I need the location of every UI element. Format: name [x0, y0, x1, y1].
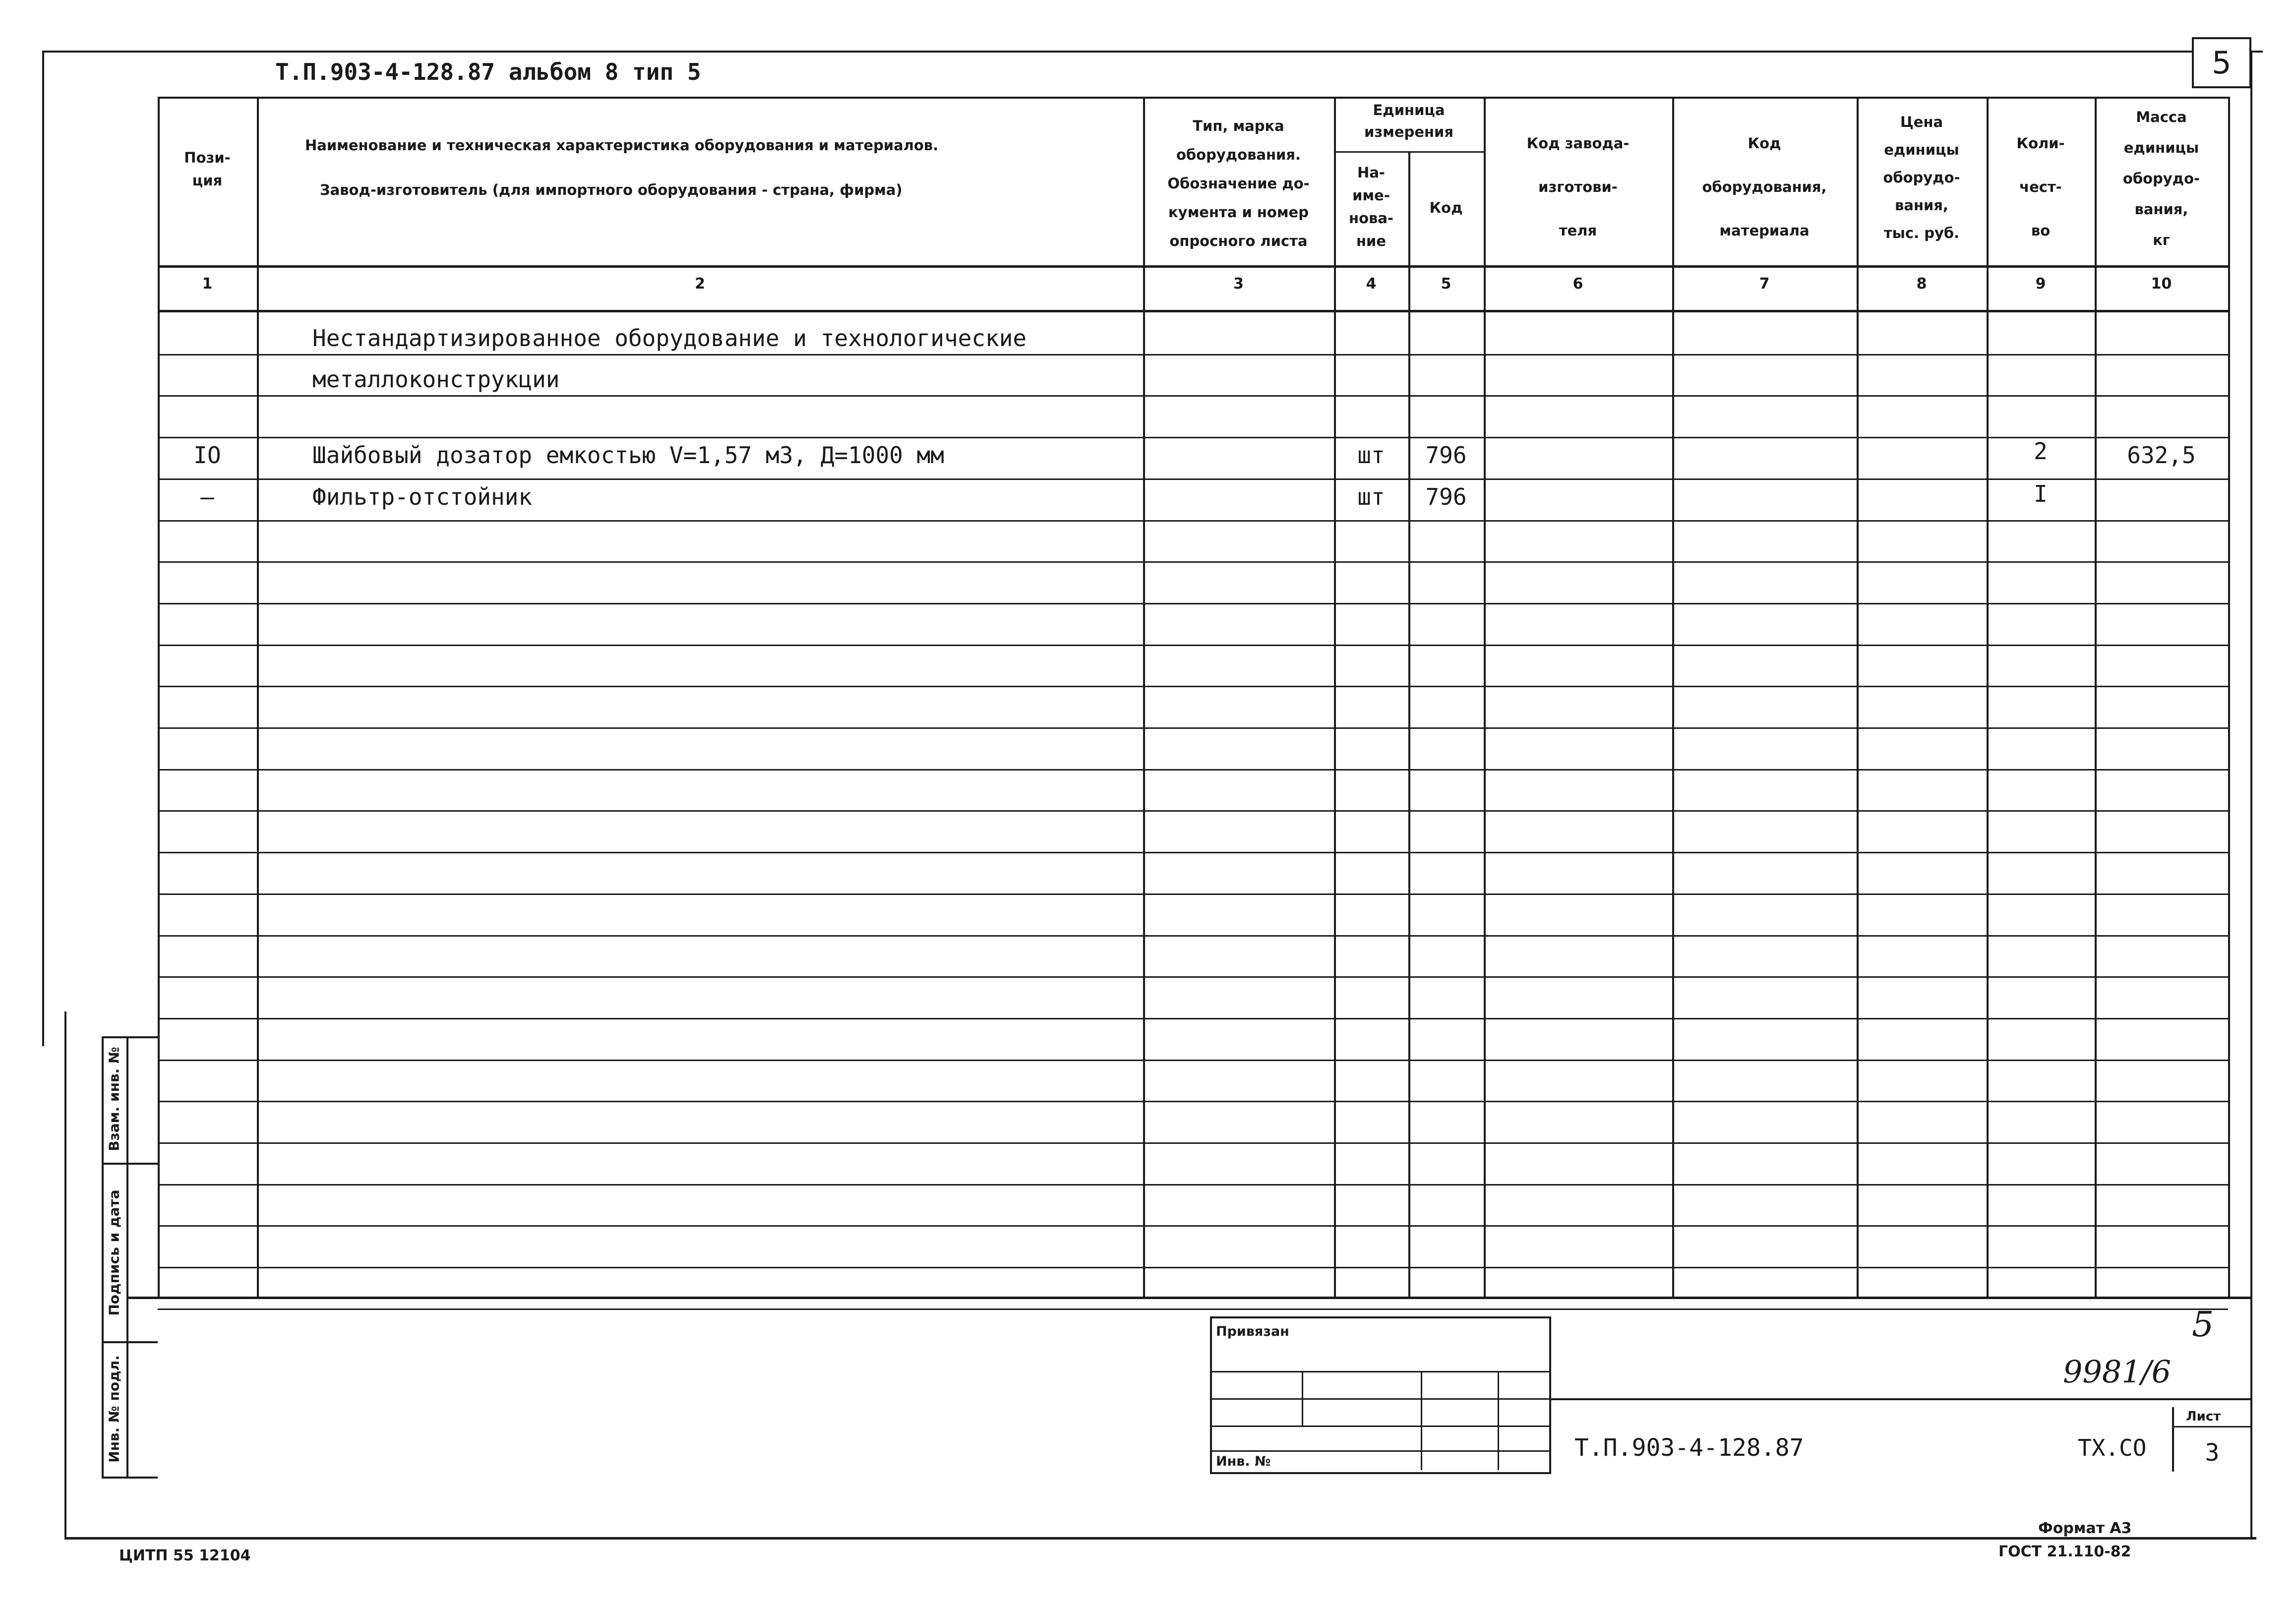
- row-line-1: [158, 354, 2228, 356]
- col-number-7: 7: [1759, 275, 1770, 293]
- side-stamp-outer: [102, 1036, 104, 1478]
- col-header-mass: Масса единицы оборудо- вания, кг: [2122, 109, 2200, 248]
- colnum-bottom-line: [158, 310, 2228, 312]
- row-line-20: [158, 1142, 2228, 1144]
- frame-top: [42, 51, 2263, 53]
- header-title: Т.П.903-4-128.87 альбом 8 тип 5: [275, 59, 701, 85]
- row-line-2: [158, 395, 2228, 397]
- frame-right: [2250, 51, 2252, 1538]
- row-4-quantity: 2: [2034, 438, 2048, 465]
- row-5-unit-code: 796: [1425, 483, 1467, 510]
- col-number-5: 5: [1441, 275, 1451, 293]
- row-4-unit-code: 796: [1425, 442, 1467, 469]
- col-number-2: 2: [695, 275, 705, 293]
- footer-gost: ГОСТ 21.110-82: [1998, 1543, 2131, 1560]
- side-stamp-inv-orig: Инв. № подл.: [106, 1355, 122, 1463]
- row-5-position: –: [200, 483, 214, 510]
- table-bottom-line: [126, 1297, 2250, 1299]
- frame-bottom: [64, 1537, 2256, 1540]
- col-header-type: Тип, марка оборудования. Обозначение до- кумента и номер опросного листа: [1167, 118, 1310, 249]
- doc-code: Т.П.903-4-128.87: [1574, 1434, 1804, 1462]
- row-4-name: Шайбовый дозатор емкостью V=1,57 м3, Д=1000 мм: [312, 442, 944, 469]
- row-5-unit: шт: [1357, 483, 1385, 510]
- row-line-22: [158, 1225, 2228, 1227]
- row-line-19: [158, 1101, 2228, 1102]
- row-line-8: [158, 645, 2228, 646]
- row-4-mass: 632,5: [2127, 442, 2196, 469]
- row-line-24: [158, 1308, 2228, 1310]
- row-4-position: IO: [193, 442, 221, 469]
- inv-number-label: Инв. №: [1216, 1454, 1271, 1469]
- binding-label: Привязан: [1216, 1324, 1289, 1339]
- title-bar-line: [1549, 1398, 2250, 1400]
- side-stamp-replaced: Взам. инв. №: [106, 1047, 122, 1151]
- col-header-maker-code: Код завода- изготови- теля: [1526, 135, 1630, 239]
- frame-left-lower: [64, 1011, 66, 1537]
- page-number-box: [2192, 37, 2251, 88]
- col-header-position: Пози- ция: [184, 149, 231, 189]
- row-4-unit: шт: [1357, 442, 1385, 469]
- row-line-17: [158, 1018, 2228, 1019]
- col-header-unit-name: На- име- нова- ние: [1349, 164, 1393, 249]
- row-line-3: [158, 437, 2228, 438]
- row-5-name: Фильтр-отстойник: [312, 483, 533, 510]
- frame-left: [42, 51, 44, 1046]
- handwritten-page: 5: [2192, 1304, 2214, 1345]
- col-number-1: 1: [202, 275, 213, 293]
- row-line-12: [158, 810, 2228, 812]
- col-number-9: 9: [2035, 275, 2046, 293]
- col-header-equipment-code: Код оборудования, материала: [1702, 135, 1827, 239]
- row-line-7: [158, 603, 2228, 604]
- col-number-8: 8: [1916, 275, 1927, 293]
- row-line-9: [158, 686, 2228, 687]
- col-header-unit-group: Единица измерения: [1364, 102, 1453, 140]
- side-stamp-right: [126, 1036, 128, 1478]
- row-5-quantity: I: [2034, 480, 2048, 507]
- col-number-6: 6: [1572, 275, 1583, 293]
- row-line-5: [158, 520, 2228, 522]
- binding-vline-1: [1302, 1371, 1303, 1426]
- row-line-14: [158, 893, 2228, 895]
- list-number: 3: [2205, 1439, 2220, 1467]
- row-line-15: [158, 935, 2228, 937]
- col-line-10: [2228, 97, 2230, 1297]
- handwritten-number: 9981/6: [2063, 1354, 2172, 1390]
- row-line-6: [158, 561, 2228, 563]
- col-number-4: 4: [1366, 275, 1377, 293]
- col-header-price: Цена единицы оборудо- вания, тыс. руб.: [1883, 114, 1960, 241]
- footer-left-code: ЦИТП 55 12104: [119, 1547, 251, 1564]
- col-number-10: 10: [2151, 275, 2172, 293]
- header-bottom-line: [158, 265, 2228, 268]
- binding-vline-3: [1498, 1371, 1499, 1470]
- binding-vline-2: [1421, 1371, 1422, 1470]
- col-header-name-line2: Завод-изготовитель (для импортного оборудования - страна, фирма): [320, 181, 903, 198]
- row-line-11: [158, 769, 2228, 771]
- table-top-line: [158, 97, 2228, 99]
- row-1-name: Нестандартизированное оборудование и технологические: [312, 325, 1027, 352]
- col-number-3: 3: [1233, 275, 1244, 293]
- row-line-13: [158, 852, 2228, 853]
- row-line-4: [158, 478, 2228, 480]
- row-line-23: [158, 1267, 2228, 1268]
- row-line-18: [158, 1060, 2228, 1061]
- col-header-unit-code: Код: [1429, 199, 1463, 216]
- col-line-4: [1408, 151, 1410, 1297]
- row-line-10: [158, 727, 2228, 729]
- list-label: Лист: [2186, 1409, 2221, 1424]
- row-2-name: металлоконструкции: [312, 366, 560, 393]
- side-stamp-sign-date: Подпись и дата: [106, 1189, 122, 1316]
- row-line-16: [158, 976, 2228, 978]
- page-number: 5: [2212, 45, 2232, 81]
- col-header-name-line1: Наименование и техническая характеристика оборудования и материалов.: [305, 137, 939, 154]
- sheet-code: ТХ.СО: [2078, 1434, 2147, 1461]
- footer-format: Формат А3: [2038, 1520, 2132, 1537]
- col-header-quantity: Коли- чест- во: [2016, 135, 2065, 239]
- row-line-21: [158, 1184, 2228, 1186]
